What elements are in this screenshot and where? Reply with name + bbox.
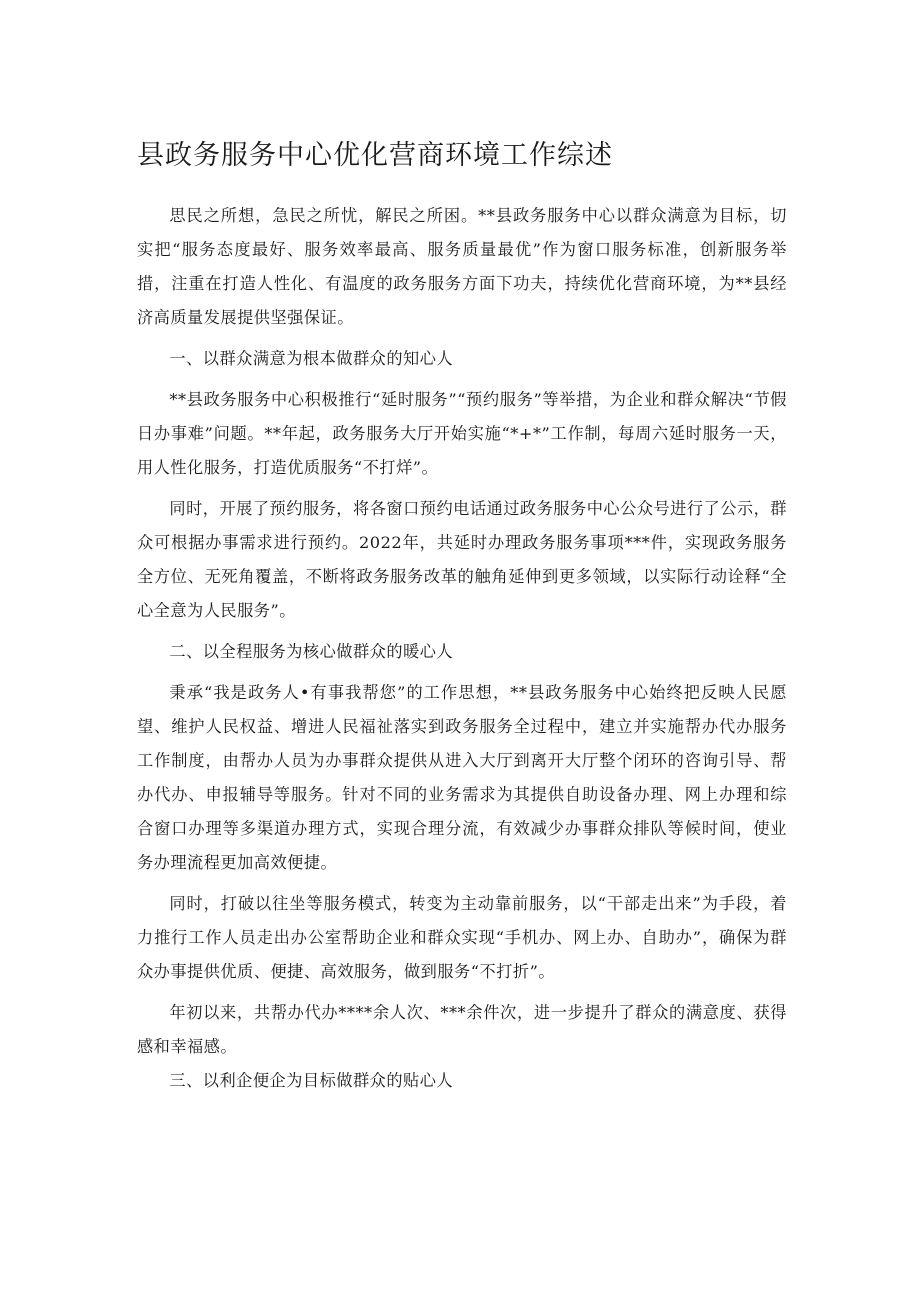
paragraph-extended-service: **县政务服务中心积极推行“延时服务”“预约服务”等举措，为企业和群众解决“节假日办事难”问题。**年起，政务服务大厅开始实施“*+*”工作制，每周六延时服务一天，用人性化服务，打造优质服务“不打烊”。: [137, 390, 787, 477]
document-title: 县政务服务中心优化营商环境工作综述: [137, 140, 613, 171]
document-body: [137, 199, 787, 1098]
section-heading-1: 一、以群众满意为根本做群众的知心人: [169, 349, 454, 368]
section-heading-2: 二、以全程服务为核心做群众的暖心人: [169, 642, 454, 661]
paragraph-intro: 思民之所想，急民之所忧，解民之所困。**县政务服务中心以群众满意为目标，切实把“服务态度最好、服务效率最高、服务质量最优”作为窗口服务标准，创新服务举措，注重在打造人性化、有温度的政务服务方面下功夫，持续优化营商环境，为**县经济高质量发展提供坚强保证。: [137, 206, 787, 327]
paragraph-results: 年初以来，共帮办代办****余人次、***余件次，进一步提升了群众的满意度、获得感和幸福感。: [137, 1003, 787, 1056]
paragraph-agency-service: 秉承“我是政务人•有事我帮您”的工作思想，**县政务服务中心始终把反映人民愿望、维护人民权益、增进人民福祉落实到政务服务全过程中，建立并实施帮办代办服务工作制度，由帮办人员为办事群众提供从进入大厅到离开大厅整个闭环的咨询引导、帮办代办、申报辅导等服务。针对不同的业务需求为其提供自助设备办理、网上办理和综合窗口办理等多渠道办理方式，实现合理分流，有效减少办事群众排队等候时间，使业务办理流程更加高效便捷。: [137, 683, 787, 872]
paragraph-appointment-service: 同时，开展了预约服务，将各窗口预约电话通过政务服务中心公众号进行了公示，群众可根据办事需求进行预约。2022年，共延时办理政务服务事项***件，实现政务服务全方位、无死角覆盖，不断将政务服务改革的触角延伸到更多领域，以实际行动诠释“全心全意为人民服务”。: [137, 499, 787, 620]
paragraph-proactive-service: 同时，打破以往坐等服务模式，转变为主动靠前服务，以“干部走出来”为手段，着力推行工作人员走出办公室帮助企业和群众实现“手机办、网上办、自助办”，确保为群众办事提供优质、便捷、高效服务，做到服务“不打折”。: [137, 894, 787, 981]
section-heading-3: 三、以利企便企为目标做群众的贴心人: [169, 1071, 454, 1090]
